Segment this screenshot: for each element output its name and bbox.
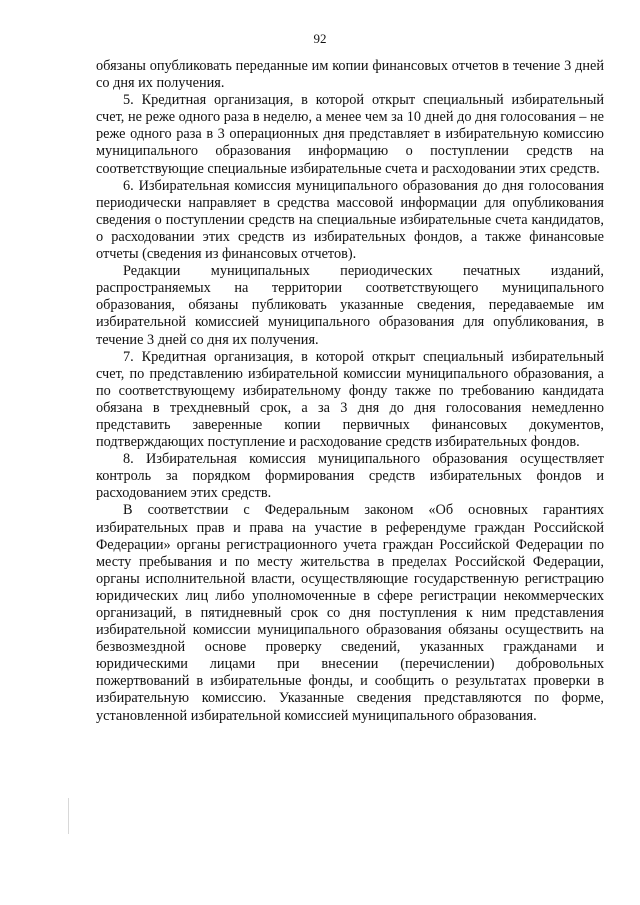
body-text [96,58,604,725]
paragraph-item-5: 5. Кредитная организация, в которой открыт специальный избирательный счет, не реже одного раза в неделю, а менее чем за 10 дней до дня голосования – не реже одного раза в 3 операционных дня представляет в избирательную комиссию муниципального образования информацию о поступлении средств на соответствующие специальные избирательные счета и расходовании этих средств. [96,92,604,177]
paragraph-item-6: 6. Избирательная комиссия муниципального образования до дня голосования периодически направляет в средства массовой информации для опубликования сведения о поступлении средств на специальные избирательные счета кандидатов, о расходовании этих средств из избирательных фондов, а также финансовые отчеты (сведения из финансовых отчетов). [96,177,604,263]
page-number: 92 [313,31,327,46]
paragraph-item-7: 7. Кредитная организация, в которой открыт специальный избирательный счет, по представлению избирательной комиссии муниципального образования, а по соответствующему избирательному фонду также по требованию кандидата обязана в трехдневный срок, а за 3 дня до дня голосования немедленно представить заверенные копии первичных финансовых документов, подтверждающих поступление и расходование средств избирательных фондов. [96,348,604,451]
paragraph-editorial-offices: Редакции муниципальных периодических печатных изданий, распространяемых на территории соответствующего муниципального образования, обязаны публиковать указанные сведения, передаваемые им избирательной комиссией муниципального образования для опубликования, в течение 3 дней со дня их получения. [96,263,604,348]
paragraph-continuation: обязаны опубликовать переданные им копии финансовых отчетов в течение 3 дней со дня их получения. [96,58,604,92]
paragraph-federal-law: В соответствии с Федеральным законом «Об основных гарантиях избирательных прав и права на участие в референдуме граждан Российской Федерации» органы регистрационного учета граждан Российской Федерации по месту пребывания и по месту жительства в пределах Российской Федерации, органы исполнительной власти, осуществляющие государственную регистрацию юридических лиц либо уполномоченные в сфере регистрации некоммерческих организаций, в пятидневный срок со дня поступления к ним представления избирательной комиссии муниципального образования обязаны осуществить на безвозмездной основе проверку сведений, указанных гражданами и юридическими лицами при внесении (перечислении) добровольных пожертвований в избирательные фонды, и сообщить о результатах проверки в избирательную комиссию. Указанные сведения представляются по форме, установленной избирательной комиссией муниципального образования. [96,502,604,724]
paragraph-item-8: 8. Избирательная комиссия муниципального образования осуществляет контроль за порядком формирования средств избирательных фондов и расходованием этих средств. [96,451,604,502]
scan-margin-mark [68,798,69,834]
